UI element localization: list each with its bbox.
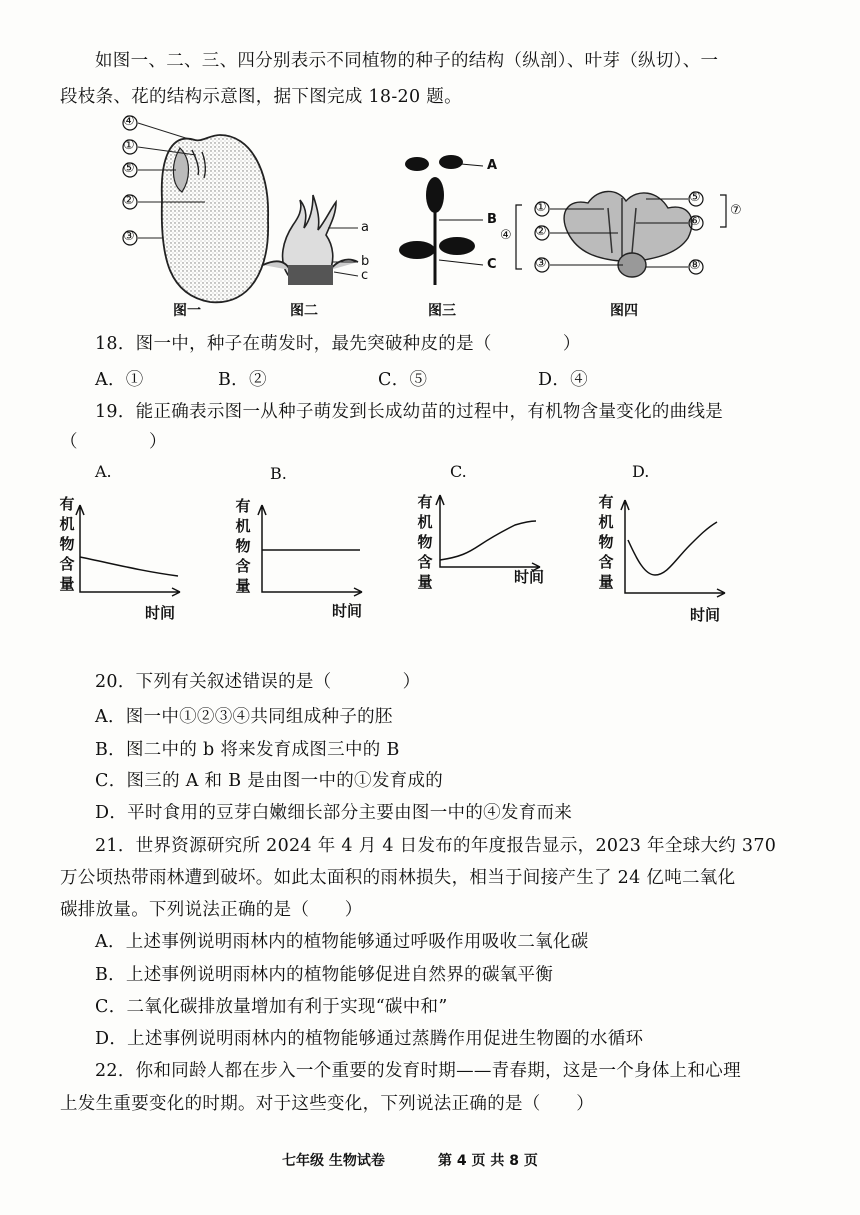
q18-option-c: C．⑤ <box>378 370 428 390</box>
footer-subject: 七年级 生物试卷 <box>282 1153 385 1169</box>
fig1-label-3: ③ <box>123 229 135 244</box>
q21-option-d: D．上述事例说明雨林内的植物能够通过蒸腾作用促进生物圈的水循环 <box>95 1029 644 1049</box>
q21-option-b: B．上述事例说明雨林内的植物能够促进自然界的碳氧平衡 <box>95 965 554 985</box>
q19-letter-d: D. <box>632 462 650 481</box>
graph-c-x-label: 时间 <box>514 568 545 586</box>
q20-option-b: B．图二中的 b 将来发育成图三中的 B <box>95 740 400 760</box>
q21-line-3: 碳排放量。下列说法正确的是（ ） <box>60 900 363 920</box>
figure-4-flower <box>500 183 758 293</box>
fig2-label-c: c <box>361 268 369 283</box>
q19-letter-c: C. <box>450 462 467 481</box>
intro-line-2: 段枝条、花的结构示意图，据下图完成 18-20 题。 <box>60 87 462 107</box>
figure-2-caption: 图二 <box>290 303 318 319</box>
q20-option-c: C．图三的 A 和 B 是由图一中的①发育成的 <box>95 771 444 791</box>
fig4-label-5: ⑤ <box>689 190 701 205</box>
figure-3-caption: 图三 <box>428 303 456 319</box>
figure-2-bud <box>258 190 378 290</box>
q21-option-c: C．二氧化碳排放量增加有利于实现“碳中和” <box>95 997 448 1017</box>
graph-b-y-label: 有 机 物 含 量 <box>235 497 251 595</box>
graph-a-x-label: 时间 <box>145 604 176 622</box>
q21-line-1: 21．世界资源研究所 2024 年 4 月 4 日发布的年度报告显示，2023 年全球大约 370 <box>95 836 777 856</box>
q18-stem: 18．图一中，种子在萌发时，最先突破种皮的是（ ） <box>95 334 581 354</box>
fig4-label-8: ⑧ <box>689 258 701 273</box>
fig1-label-5: ⑤ <box>123 161 135 176</box>
q19-letter-b: B. <box>270 464 287 483</box>
figure-1-caption: 图一 <box>173 303 201 319</box>
q20-stem: 20．下列有关叙述错误的是（ ） <box>95 672 421 692</box>
intro-line-1: 如图一、二、三、四分别表示不同植物的种子的结构（纵剖）、叶芽（纵切）、一 <box>95 51 719 71</box>
fig4-label-2: ② <box>535 224 547 239</box>
fig3-label-B: B <box>487 212 497 227</box>
graph-d-x-label: 时间 <box>690 606 721 624</box>
graph-b <box>262 505 382 600</box>
fig2-label-a: a <box>361 220 369 235</box>
footer-page-number: 第 4 页 共 8 页 <box>438 1153 538 1169</box>
fig4-label-3: ③ <box>535 256 547 271</box>
q22-line-2: 上发生重要变化的时期。对于这些变化，下列说法正确的是（ ） <box>60 1094 594 1114</box>
graph-a-y-label: 有 机 物 含 量 <box>59 495 75 593</box>
graph-c-y-label: 有 机 物 含 量 <box>417 493 433 591</box>
q20-option-d: D．平时食用的豆芽白嫩细长部分主要由图一中的④发育而来 <box>95 803 573 823</box>
q19-letter-a: A. <box>95 462 112 481</box>
q18-option-a: A．① <box>95 370 144 390</box>
graph-d-y-label: 有 机 物 含 量 <box>598 493 614 591</box>
q22-line-1: 22．你和同龄人都在步入一个重要的发育时期——青春期，这是一个身体上和心理 <box>95 1061 741 1081</box>
graph-a <box>80 505 200 600</box>
fig1-label-1: ① <box>123 138 135 153</box>
fig3-label-A: A <box>487 158 498 173</box>
q19-stem: 19．能正确表示图一从种子萌发到长成幼苗的过程中，有机物含量变化的曲线是 <box>95 402 724 422</box>
graph-d <box>625 500 745 600</box>
graph-b-x-label: 时间 <box>332 602 363 620</box>
q21-option-a: A．上述事例说明雨林内的植物能够通过呼吸作用吸收二氧化碳 <box>95 932 589 952</box>
fig4-label-6: ⑥ <box>689 214 701 229</box>
fig4-label-1: ① <box>535 200 547 215</box>
q18-option-b: B．② <box>218 370 267 390</box>
q18-option-d: D．④ <box>538 370 588 390</box>
fig3-label-C: C <box>487 257 497 272</box>
figure-3-branch <box>395 150 505 290</box>
q20-option-a: A．图一中①②③④共同组成种子的胚 <box>95 707 393 727</box>
q21-line-2: 万公顷热带雨林遭到破坏。如此太面积的雨林损失，相当于间接产生了 24 亿吨二氧化 <box>60 868 736 888</box>
figure-4-caption: 图四 <box>610 303 638 319</box>
fig1-label-4: ④ <box>123 114 135 129</box>
fig1-label-2: ② <box>123 193 135 208</box>
q19-paren: （ ） <box>60 432 167 452</box>
figure-1-seed <box>110 110 280 310</box>
fig4-label-4: ④ <box>500 228 512 243</box>
fig2-label-b: b <box>361 254 370 269</box>
fig4-label-7: ⑦ <box>730 203 742 218</box>
